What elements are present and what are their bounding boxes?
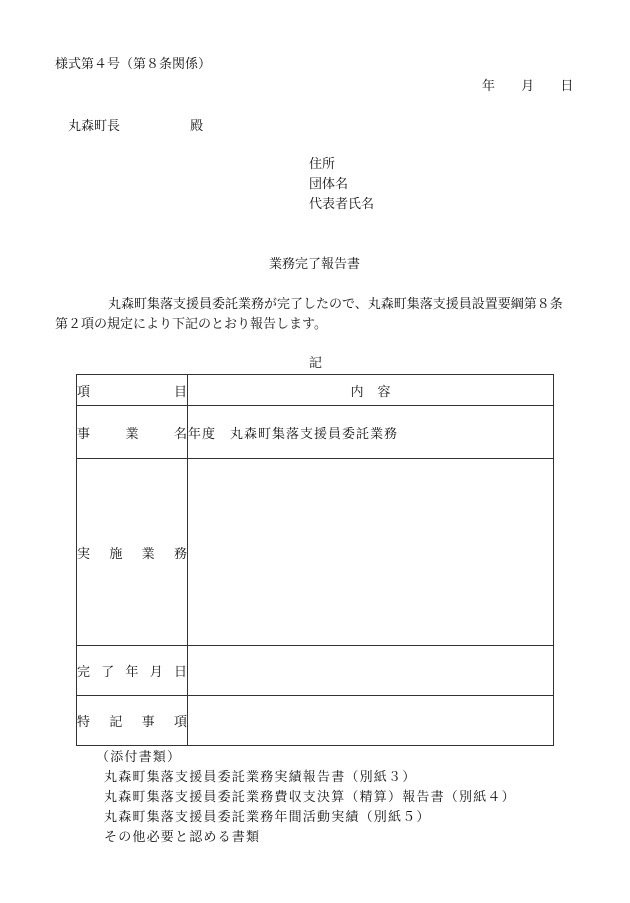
row-label-char: 項 xyxy=(173,715,187,730)
table-header-row xyxy=(77,375,554,406)
body-text-line-1: 丸森町集落支援員委託業務が完了したので、丸森町集落支援員設置要綱第８条 xyxy=(108,297,563,312)
row-label-char: 実 xyxy=(77,546,91,562)
row-label-char: 了 xyxy=(101,665,115,680)
body-text-line-2: 第２項の規定により下記のとおり報告します。 xyxy=(55,317,327,332)
header-label-char: 項 xyxy=(77,384,91,400)
row-label-char: 完 xyxy=(77,665,91,680)
date-day-label: 日 xyxy=(560,79,574,94)
row-label-char: 業 xyxy=(141,546,155,562)
addressee-name: 丸森町長 xyxy=(68,119,121,134)
header-item-cell xyxy=(77,375,188,406)
row-label-cell xyxy=(77,696,188,746)
sender-representative-label: 代表者氏名 xyxy=(309,197,375,212)
attachments-section xyxy=(96,748,516,848)
header-label-char: 目 xyxy=(173,384,187,400)
date-month-label: 月 xyxy=(521,79,535,94)
date-line xyxy=(482,80,573,93)
ki-heading: 記 xyxy=(309,356,323,371)
addressee-honorific: 殿 xyxy=(190,119,204,134)
row-label-char: 業 xyxy=(125,426,139,442)
business-name-value[interactable]: 年度 丸森町集落支援員委託業務 xyxy=(188,406,554,459)
attachment-item: その他必要と認める書類 xyxy=(104,830,261,845)
special-notes-value[interactable] xyxy=(188,696,554,746)
sender-address-label: 住所 xyxy=(309,157,336,172)
completion-date-value[interactable] xyxy=(188,646,554,696)
implemented-work-value[interactable] xyxy=(188,459,554,646)
row-label-char: 事 xyxy=(77,426,91,442)
table-row xyxy=(77,459,554,646)
form-number: 様式第４号（第８条関係） xyxy=(55,57,212,72)
row-label-char: 記 xyxy=(109,715,123,730)
row-label-cell xyxy=(77,459,188,646)
row-label-char: 施 xyxy=(109,546,123,562)
table-row xyxy=(77,406,554,459)
date-year-label: 年 xyxy=(482,79,496,94)
row-label-char: 名 xyxy=(173,426,187,442)
row-label-char: 務 xyxy=(173,546,187,562)
attachment-item: 丸森町集落支援員委託業務実績報告書（別紙３） xyxy=(104,770,417,785)
header-content-label: 内容 xyxy=(350,384,405,400)
attachments-heading: （添付書類） xyxy=(96,750,182,765)
attachment-item: 丸森町集落支援員委託業務費収支決算（精算）報告書（別紙４） xyxy=(104,790,516,805)
attachment-item: 丸森町集落支援員委託業務年間活動実績（別紙５） xyxy=(104,810,431,825)
row-label-char: 事 xyxy=(141,715,155,730)
row-label-cell xyxy=(77,646,188,696)
row-label-char: 日 xyxy=(173,665,187,680)
row-label-cell xyxy=(77,406,188,459)
document-title: 業務完了報告書 xyxy=(269,257,361,272)
row-label-char: 年 xyxy=(125,665,139,680)
row-label-char: 特 xyxy=(77,715,91,730)
sender-organization-label: 団体名 xyxy=(309,177,349,192)
addressee xyxy=(68,120,203,133)
header-content-cell xyxy=(188,375,554,406)
table-row xyxy=(77,646,554,696)
row-label-char: 月 xyxy=(149,665,163,680)
table-row xyxy=(77,696,554,746)
report-table xyxy=(76,374,554,746)
